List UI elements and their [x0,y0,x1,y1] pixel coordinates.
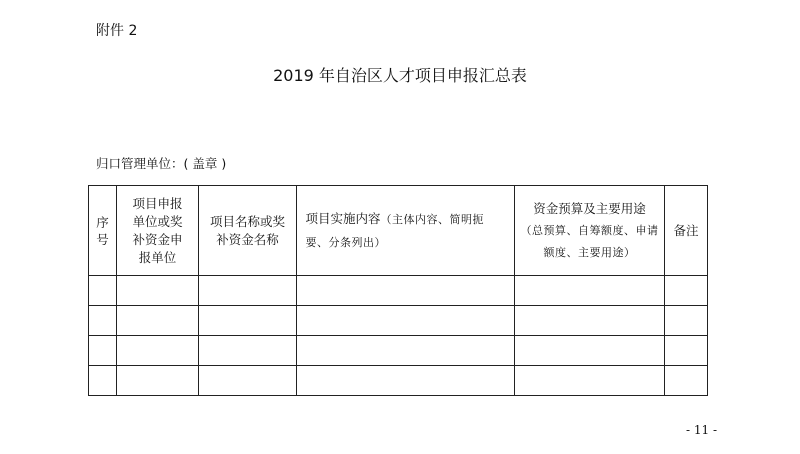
department-label: 归口管理单位：( 盖章 ) [96,156,227,171]
table-row [89,366,708,396]
header-project-name: 项目名称或奖补资金名称 [199,186,297,276]
page-title: 2019 年自治区人才项目申报汇总表 [273,66,527,85]
table-cell[interactable] [199,276,297,306]
header-remarks: 备注 [665,186,708,276]
table-cell[interactable] [117,276,199,306]
header-applicant: 项目申报单位或奖补资金申报单位 [117,186,199,276]
table-cell[interactable] [665,276,708,306]
table-cell[interactable] [665,336,708,366]
table-row [89,336,708,366]
table-cell[interactable] [665,306,708,336]
header-content [297,186,515,276]
attachment-label: 附件 2 [96,23,138,39]
table-cell[interactable] [89,306,117,336]
table-cell[interactable] [297,366,515,396]
table-row [89,276,708,306]
header-funds [515,186,665,276]
table-cell[interactable] [117,306,199,336]
table-body [89,276,708,396]
table-cell[interactable] [117,336,199,366]
table-cell[interactable] [515,366,665,396]
table-cell[interactable] [89,366,117,396]
header-content-note: （主体内容、简明扼要、分条列出） [305,212,485,249]
table-cell[interactable] [199,306,297,336]
header-seq: 序号 [89,186,117,276]
table-cell[interactable] [199,366,297,396]
table-cell[interactable] [665,366,708,396]
table-row [89,306,708,336]
table-cell[interactable] [89,336,117,366]
table-cell[interactable] [297,276,515,306]
table-cell[interactable] [117,366,199,396]
table-cell[interactable] [199,336,297,366]
header-funds-main: 资金预算及主要用途 [533,201,646,216]
page-number: - 11 - [686,423,718,437]
table-cell[interactable] [297,306,515,336]
summary-table [88,185,708,396]
table-cell[interactable] [515,336,665,366]
table-header-row [89,186,708,276]
table-cell[interactable] [515,276,665,306]
table-cell[interactable] [297,336,515,366]
table-cell[interactable] [515,306,665,336]
table-cell[interactable] [89,276,117,306]
header-funds-note: （总预算、自筹额度、申请额度、主要用途） [520,224,659,259]
header-content-main: 项目实施内容 [305,210,381,226]
